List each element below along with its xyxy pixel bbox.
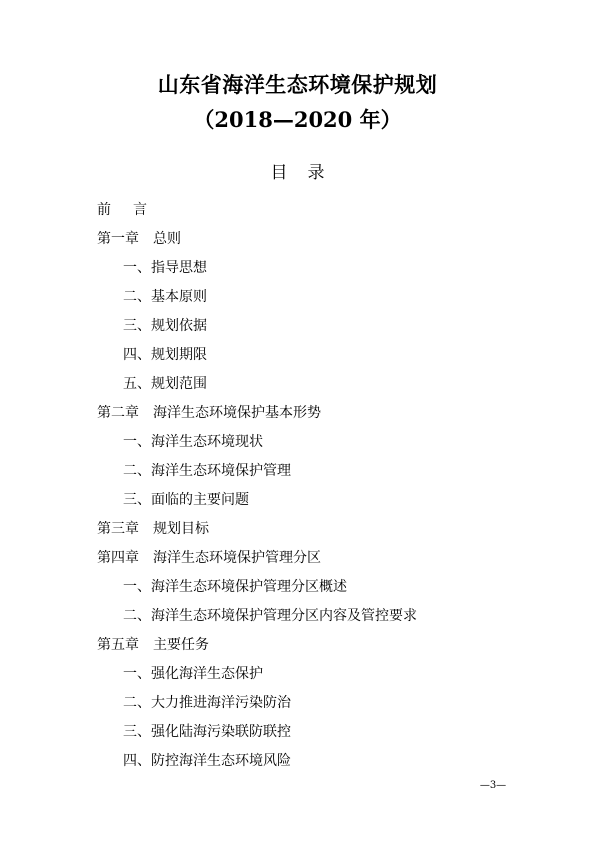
toc-entry-chapter-3[interactable] bbox=[0, 515, 595, 544]
toc-entry-number: 二、 bbox=[123, 289, 151, 305]
toc-entry-title: 强化陆海污染联防联控 bbox=[151, 724, 291, 740]
toc-entry-title: 规划范围 bbox=[151, 376, 207, 392]
toc-entry-chapter-4[interactable] bbox=[0, 544, 595, 573]
toc-entry-chapter-5[interactable] bbox=[0, 631, 595, 660]
toc-entry-title: 规划期限 bbox=[151, 347, 207, 363]
toc-entry-number: 一、 bbox=[123, 434, 151, 450]
toc-entry-number: 第三章 bbox=[97, 521, 139, 537]
toc-entry-number: 一、 bbox=[123, 579, 151, 595]
toc-entry-section[interactable] bbox=[0, 283, 595, 312]
toc-entry-number: 二、 bbox=[123, 463, 151, 479]
document-title: 山东省海洋生态环境保护规划 bbox=[157, 73, 438, 97]
toc-entry-section[interactable] bbox=[0, 718, 595, 747]
toc-entry-title: 大力推进海洋污染防治 bbox=[151, 695, 291, 711]
toc-entry-section[interactable] bbox=[0, 370, 595, 399]
toc-entry-title: 规划依据 bbox=[151, 318, 207, 334]
toc-entry-chapter-2[interactable] bbox=[0, 399, 595, 428]
toc-entry-section[interactable] bbox=[0, 457, 595, 486]
toc-entry-title: 总则 bbox=[153, 231, 181, 247]
toc-entry-section[interactable] bbox=[0, 428, 595, 457]
toc-heading: 目录 bbox=[270, 163, 345, 183]
toc-entry-title: 规划目标 bbox=[153, 521, 209, 537]
toc-entry-number: 二、 bbox=[123, 695, 151, 711]
toc-entry-title: 海洋生态环境现状 bbox=[151, 434, 263, 450]
toc-entry-section[interactable] bbox=[0, 341, 595, 370]
toc-entry-section[interactable] bbox=[0, 573, 595, 602]
toc-entry-title: 海洋生态环境保护管理 bbox=[151, 463, 291, 479]
toc-entry-number: 三、 bbox=[123, 492, 151, 508]
toc-entry-section[interactable] bbox=[0, 254, 595, 283]
table-of-contents bbox=[0, 196, 595, 776]
toc-entry-title: 主要任务 bbox=[153, 637, 209, 653]
toc-entry-number: 第五章 bbox=[97, 637, 139, 653]
toc-entry-number: 二、 bbox=[123, 608, 151, 624]
toc-entry-number: 前 bbox=[97, 202, 111, 218]
toc-entry-title: 指导思想 bbox=[151, 260, 207, 276]
page-number: —3— bbox=[479, 780, 507, 791]
toc-entry-number: 五、 bbox=[123, 376, 151, 392]
toc-entry-number: 四、 bbox=[123, 347, 151, 363]
toc-entry-title: 面临的主要问题 bbox=[151, 492, 249, 508]
toc-entry-number: 第二章 bbox=[97, 405, 139, 421]
toc-entry-title: 海洋生态环境保护基本形势 bbox=[153, 405, 321, 421]
toc-entry-number: 第四章 bbox=[97, 550, 139, 566]
toc-entry-number: 三、 bbox=[123, 318, 151, 334]
toc-entry-number: 一、 bbox=[123, 260, 151, 276]
toc-entry-section[interactable] bbox=[0, 602, 595, 631]
toc-entry-section[interactable] bbox=[0, 486, 595, 515]
toc-entry-title: 海洋生态环境保护管理分区概述 bbox=[151, 579, 347, 595]
toc-entry-section[interactable] bbox=[0, 660, 595, 689]
toc-entry-title: 海洋生态环境保护管理分区内容及管控要求 bbox=[151, 608, 417, 624]
toc-entry-number: 第一章 bbox=[97, 231, 139, 247]
toc-entry-number: 一、 bbox=[123, 666, 151, 682]
toc-entry-number: 四、 bbox=[123, 753, 151, 769]
toc-entry-title: 海洋生态环境保护管理分区 bbox=[153, 550, 321, 566]
toc-entry-number: 三、 bbox=[123, 724, 151, 740]
toc-entry-title: 言 bbox=[133, 202, 147, 218]
toc-entry-section[interactable] bbox=[0, 312, 595, 341]
toc-entry-title: 强化海洋生态保护 bbox=[151, 666, 263, 682]
toc-entry-preface[interactable] bbox=[0, 196, 595, 225]
toc-entry-title: 防控海洋生态环境风险 bbox=[151, 753, 291, 769]
toc-entry-chapter-1[interactable] bbox=[0, 225, 595, 254]
toc-entry-title: 基本原则 bbox=[151, 289, 207, 305]
toc-entry-section[interactable] bbox=[0, 689, 595, 718]
document-years: （2018—2020 年） bbox=[193, 107, 402, 132]
toc-entry-section[interactable] bbox=[0, 747, 595, 776]
